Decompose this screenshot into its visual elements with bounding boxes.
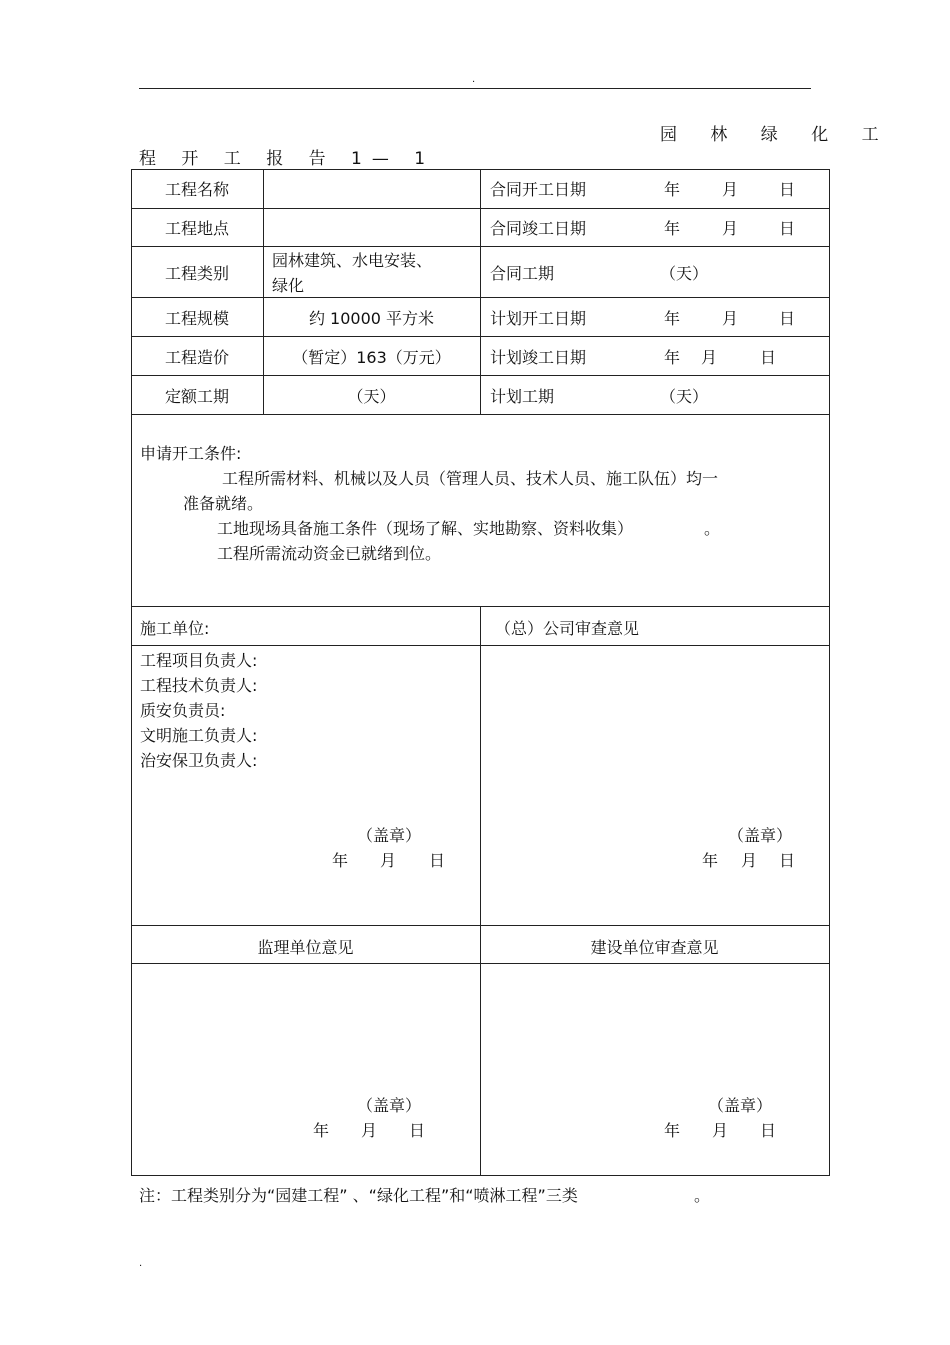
contract-end-label: 合同竣工日期 [490, 219, 587, 238]
planned-duration-value: （天） [660, 387, 709, 406]
condition-item1-line1: 工程所需材料、机械以及人员（管理人员、技术人员、施工队伍）均一 [222, 469, 719, 488]
quota-duration-value: （天） [347, 387, 396, 406]
condition-item2: 工地现场具备施工条件（现场了解、实地勘察、资料收集） [217, 519, 634, 538]
condition-item2-end: 。 [704, 519, 721, 538]
label-project-scale: 工程规模 [164, 309, 229, 328]
date-month: 月 [701, 348, 718, 367]
owner-seal: （盖章） [708, 1096, 773, 1115]
date-year: 年 [332, 851, 349, 870]
contract-duration-value: （天） [660, 264, 709, 283]
title-line2: 程 开 工 报 告 1— 1 [139, 149, 436, 169]
project-type-value-line1: 园林建筑、水电安装、 [272, 251, 433, 270]
date-month: 月 [722, 180, 739, 199]
date-year: 年 [664, 348, 681, 367]
footnote-end: 。 [694, 1186, 711, 1205]
person-technical-lead: 工程技术负责人: [140, 676, 258, 695]
conditions-heading: 申请开工条件: [140, 444, 242, 463]
planned-end-label: 计划竣工日期 [490, 348, 587, 367]
company-seal: （盖章） [728, 826, 793, 845]
label-project-type: 工程类别 [164, 264, 229, 283]
date-month: 月 [722, 219, 739, 238]
date-day: 日 [760, 348, 777, 367]
date-day: 日 [779, 219, 796, 238]
date-year: 年 [702, 851, 719, 870]
date-year: 年 [664, 1121, 681, 1140]
date-day: 日 [779, 309, 796, 328]
date-day: 日 [779, 180, 796, 199]
date-day: 日 [409, 1121, 426, 1140]
person-civil-construction: 文明施工负责人: [140, 726, 258, 745]
footnote: 注：工程类别分为“园建工程” 、“绿化工程”和“喷淋工程”三类 [139, 1186, 578, 1205]
date-month: 月 [741, 851, 758, 870]
project-cost-value: （暂定）163（万元） [292, 348, 451, 367]
label-project-name: 工程名称 [164, 180, 229, 199]
footer-dot: . [139, 1258, 143, 1269]
supervision-seal: （盖章） [357, 1096, 422, 1115]
construction-unit-heading: 施工单位: [140, 619, 210, 638]
label-quota-duration: 定额工期 [164, 387, 229, 406]
person-security: 治安保卫负责人: [140, 751, 258, 770]
date-year: 年 [664, 309, 681, 328]
date-year: 年 [664, 180, 681, 199]
header-dot: . [472, 74, 476, 85]
date-year: 年 [313, 1121, 330, 1140]
date-day: 日 [760, 1121, 777, 1140]
person-project-manager: 工程项目负责人: [140, 651, 258, 670]
header-rule [139, 88, 811, 89]
condition-item3: 工程所需流动资金已就绪到位。 [217, 544, 442, 563]
label-project-location: 工程地点 [164, 219, 229, 238]
date-month: 月 [722, 309, 739, 328]
contract-start-label: 合同开工日期 [490, 180, 587, 199]
date-day: 日 [429, 851, 446, 870]
planned-duration-label: 计划工期 [490, 387, 555, 406]
owner-review-heading: 建设单位审查意见 [590, 938, 719, 957]
company-review-heading: （总）公司审查意见 [495, 619, 640, 638]
condition-item1-line2: 准备就绪。 [183, 494, 264, 513]
construction-seal: （盖章） [357, 826, 422, 845]
contract-duration-label: 合同工期 [490, 264, 555, 283]
date-year: 年 [664, 219, 681, 238]
date-day: 日 [779, 851, 796, 870]
project-type-value-line2: 绿化 [272, 276, 305, 295]
date-month: 月 [380, 851, 397, 870]
title-line1: 园 林 绿 化 工 [660, 125, 893, 145]
date-month: 月 [361, 1121, 378, 1140]
date-month: 月 [712, 1121, 729, 1140]
planned-start-label: 计划开工日期 [490, 309, 587, 328]
person-quality-safety: 质安负责员: [140, 701, 226, 720]
label-project-cost: 工程造价 [164, 348, 229, 367]
project-scale-value: 约 10000 平方米 [308, 309, 435, 328]
supervision-heading: 监理单位意见 [257, 938, 354, 957]
